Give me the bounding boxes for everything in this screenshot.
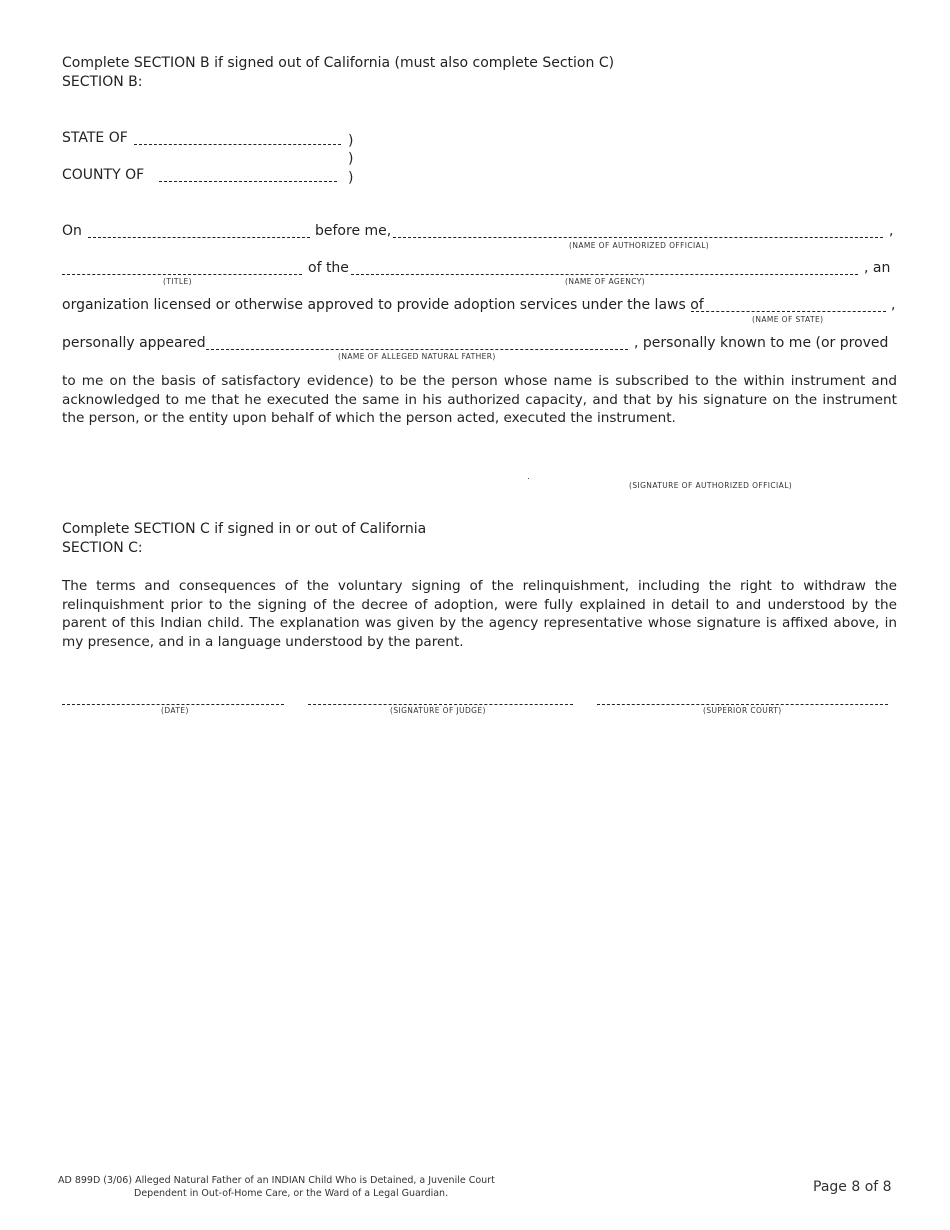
date-caption: (DATE) [161, 706, 189, 715]
signature-official-caption: (SIGNATURE OF AUTHORIZED OFFICIAL) [629, 481, 793, 490]
judge-caption: (SIGNATURE OF JUDGE) [390, 706, 486, 715]
date-acknowledged-field[interactable] [88, 237, 310, 238]
state-name-caption: (NAME OF STATE) [752, 315, 824, 324]
title-field[interactable] [62, 274, 302, 275]
section-b-intro: Complete SECTION B if signed out of California (must also complete Section C) [62, 55, 615, 71]
before-me-label: before me, [315, 223, 392, 239]
county-of-field[interactable] [159, 181, 337, 182]
form-id-line-1: AD 899D (3/06) Alleged Natural Father of an INDIAN Child Who is Detained, a Juvenile Court [58, 1175, 495, 1186]
section-c-paragraph: The terms and consequences of the voluntary signing of the relinquishment, including the right to withdraw the relinquishment prior to the signing of the decree of adoption, were fully explained in detail to and understood by the parent of this Indian child. The explanation was given by the agency representative whose signature is affixed above, in my presence, and in a language understood by the parent. [62, 578, 897, 650]
page-number: Page 8 of 8 [813, 1179, 892, 1195]
comma-text-2: , [891, 297, 896, 313]
alleged-father-name-field[interactable] [206, 349, 628, 350]
date-signed-field[interactable] [62, 704, 284, 705]
an-text: , an [864, 260, 891, 276]
form-id-line-2: Dependent in Out-of-Home Care, or the Ward of a Legal Guardian. [134, 1188, 449, 1199]
personally-known-text: , personally known to me (or proved [634, 335, 889, 351]
bracket-paren-1: ) [348, 133, 354, 149]
comma-text: , [889, 223, 894, 239]
judge-signature-field[interactable] [308, 704, 573, 705]
agency-name-field[interactable] [351, 274, 858, 275]
state-of-field[interactable] [134, 144, 341, 145]
section-c-intro: Complete SECTION C if signed in or out of California [62, 521, 427, 537]
father-name-caption: (NAME OF ALLEGED NATURAL FATHER) [338, 352, 496, 361]
of-the-label: of the [308, 260, 349, 276]
superior-court-caption: (SUPERIOR COURT) [703, 706, 782, 715]
section-c-heading: SECTION C: [62, 540, 143, 556]
organization-text: organization licensed or otherwise approved to provide adoption services under the laws of [62, 297, 704, 313]
signature-dot [528, 478, 529, 479]
authorized-official-name-field[interactable] [393, 237, 883, 238]
section-b-heading: SECTION B: [62, 74, 143, 90]
section-b-paragraph: to me on the basis of satisfactory evidence) to be the person whose name is subscribed to the within instrument and acknowledged to me that he executed the same in his authorized capacity, and that by his signature on the instrument the person, or the entity upon behalf of which the person acted, executed the instrument. [62, 373, 897, 426]
superior-court-field[interactable] [597, 704, 888, 705]
state-name-field[interactable] [691, 311, 886, 312]
bracket-paren-3: ) [348, 170, 354, 186]
personally-appeared-label: personally appeared [62, 335, 206, 351]
county-of-label: COUNTY OF [62, 167, 145, 183]
state-of-label: STATE OF [62, 130, 128, 146]
name-official-caption: (NAME OF AUTHORIZED OFFICIAL) [569, 241, 710, 250]
agency-caption: (NAME OF AGENCY) [565, 277, 646, 286]
on-label: On [62, 223, 82, 239]
bracket-paren-2: ) [348, 151, 354, 167]
title-caption: (TITLE) [163, 277, 192, 286]
